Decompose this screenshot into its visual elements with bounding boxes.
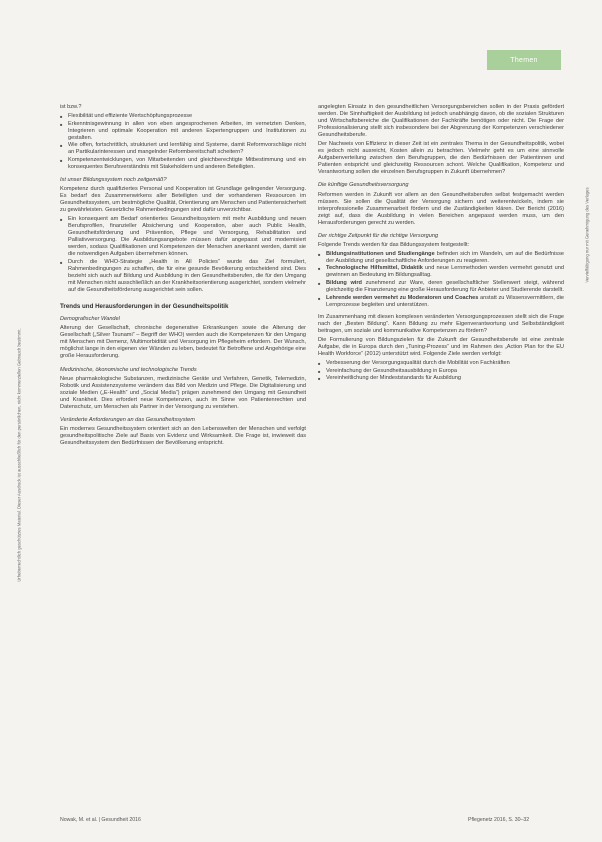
- medical-trends-heading: Medizinische, ökonomische und technologische Trends: [60, 366, 197, 373]
- demography-heading: Demografischer Wandel: [60, 316, 120, 323]
- bullet-item: ■ Ein konsequent am Bedarf orientiertes Gesundheitssystem mit mehr Ausbildung und neuen Berufsprofilen, finanzieller Absicherung und Kooperation, aber auch Public Health, Gesundheitsförderung und Prävention, Pflege und Versorgung, Rehabilitation und Palliativversorgung. Die Ausbildungsangebote müssen dafür angepasst und modernisiert werden, sodass Qualifikationen und Kompetenzen der Menschen anerkannt werden, damit sie die notwendigen Aufgaben übernehmen können.: [60, 216, 306, 258]
- right-paragraph-2: Der Nachweis von Effizienz in dieser Zeit ist ein zentrales Thema in der Gesundheitspolitik, wobei es jedoch nicht ausreicht, Kosten allein zu betrachten. Vielmehr geht es um eine sinnvolle Aufgabenverteilung zwischen den Berufsgruppen, die den Bedürfnissen der Patientinnen und Patienten entspricht und gleichzeitig Ressourcen schont. Welche Qualifikation, Kompetenz und Verantwortung sollen die einzelnen Berufsgruppen in Zukunft übernehmen?: [318, 141, 564, 176]
- bullet-item: ■ Wie offen, fortschrittlich, strukturiert und lernfähig sind Systeme, damit Reformvorschläge nicht an Partikularinteressen und mangelnder Reformbereitschaft scheitern?: [60, 142, 306, 156]
- future-care-paragraph: Reformen werden in Zukunft vor allem an den Gesundheitsberufen selbst festgemacht werden müssen. Sie sollen die Qualität der Versorgung sichern und weiterentwickeln, indem sie interprofessionelle Zusammenarbeit fördern und die Zuständigkeiten klären. Der Bericht (2016) zeigt auf, dass die Ausbildung in vielen Bereichen angepasst werden muss, um den Herausforderungen gerecht zu werden.: [318, 191, 564, 226]
- question-heading: Ist unser Bildungssystem noch zeitgemäß?: [60, 176, 167, 183]
- demography-paragraph: Alterung der Gesellschaft, chronische degenerative Erkrankungen sowie die Alterung der Gesellschaft („Silver Tsunami“ – Begriff der WHO) werden auch die Kompetenzen für den Umgang mit Menschen mit Demenz, Multimorbidität und Versorgung im Pflegeheim erfordern. Der Wunsch, möglichst lange in den eigenen vier Wänden zu leben, bedeutet für Betroffene und Angehörige eine große Herausforderung.: [60, 325, 306, 360]
- question-bullet-list: [60, 216, 306, 294]
- bullet-text: und neue Lernmethoden werden vermehrt genutzt und gewinnen an Bedeutung im Bildungsalltag.: [326, 265, 564, 279]
- section-title: Trends und Herausforderungen in der Gesundheitspolitik: [60, 303, 229, 311]
- intro-line: ist bzw.?: [60, 104, 82, 110]
- bullet-item: ■ Verbesserung der Versorgungsqualität durch die Mobilität von Fachkräften: [318, 360, 564, 367]
- bullet-item: ■ Erkenntnisgewinnung in allen von eben angesprochenen Arbeiten, im vernetzten Denken, Integrieren und optimale Kooperation mit anderen Expertengruppen und Institutionen zu gestalten.: [60, 121, 306, 142]
- future-care-heading: Die künftige Gesundheitsversorgung: [318, 182, 409, 189]
- footer-citation: Nowak, M. et al. | Gesundheit 2016: [60, 817, 141, 823]
- bullet-item: ■ Flexibilität und effiziente Wertschöpfungsprozesse: [60, 113, 306, 120]
- section-tab: Themen: [487, 50, 561, 70]
- left-column: [60, 104, 306, 449]
- right-margin-note: [582, 70, 592, 400]
- bullet-item: [318, 280, 564, 294]
- right-paragraph-3: Im Zusammenhang mit diesen komplexen veränderten Versorgungsprozessen stellt sich die Frage nach der „Besten Bildung“. Kann Bildung zu mehr Eigenverantwortung und Selbstständigkeit beitragen, um soziale und kommunikative Kompetenzen zu fördern?: [318, 313, 564, 334]
- right-time-heading: Der richtige Zeitpunkt für die richtige Versorgung: [318, 232, 439, 239]
- bullet-text: befinden sich im Wandeln, um auf die Bedürfnisse der Ausbildung und gesellschaftliche Anforderungen zu reagieren.: [326, 250, 564, 264]
- bullet-text: anstatt zu Wissensvermittlern, die Lernprozesse begleiten und unterstützen.: [326, 294, 564, 308]
- right-column: [318, 104, 564, 384]
- left-margin-note: [14, 110, 24, 800]
- bullet-lead: Bildung wird: [326, 280, 362, 287]
- goals-bullet-list: [318, 360, 564, 382]
- right-paragraph-4: Die Formulierung von Bildungszielen für die Zukunft der Gesundheitsberufe ist eine zentrale Aufgabe, die in Europa durch den „Tuning-Prozess“ und im Rahmen des „Action Plan for the EU Health Workforce“ (2012) unterstützt wird. Folgende Ziele werden verfolgt:: [318, 336, 564, 357]
- bullet-item: [318, 265, 564, 279]
- bullet-item: ■ Durch die WHO-Strategie „Health in All Policies“ wurde das Ziel formuliert, Rahmenbedingungen zu schaffen, die für eine gesunde Bevölkerung entscheidend sind. Dies bezieht sich auch auf Bildung und Ausbildung in den Gesundheitsberufen, die für den Umgang mit Menschen nicht ausschließlich an der Krankheitsorientierung ausgerichtet, sondern vielmehr auf die Gesundheitsförderung ausgerichtet sein sollen.: [60, 259, 306, 294]
- right-paragraph-1: angelegten Einsatz in den gesundheitlichen Versorgungsbereichen sollen in der Praxis gefördert werden. Die Sinnhaftigkeit der Ausbildung ist jedoch unabhängig davon, ob die sozialen Strukturen und Wirtschaftsbereiche die Qualifikationen der Fachkräfte benötigen oder nicht. Die Frage der Professionalisierung stellt sich insbesondere bei der Abgrenzung der Kompetenzen verschiedener Gesundheitsberufe.: [318, 104, 564, 139]
- medical-trends-paragraph: Neue pharmakologische Substanzen, medizinische Geräte und Verfahren, Genetik, Telemedizin, Robotik und Assistenzsysteme verändern das Bild von Medizin und Pflege. Die Digitalisierung und soziale Medien („E-Health“ und „Social Media“) prägen zunehmend den Umgang mit Gesundheit und Krankheit. Dies erfordert neue Kompetenzen, auch im Sinne von Patientenrechten und Datenschutz, um Menschen als Partner in der Versorgung zu verstehen.: [60, 375, 306, 410]
- question-paragraph: Kompetenz durch qualifiziertes Personal und Kooperation ist Grundlage gelingender Versorgung. Es bedarf des Zusammenwirkens aller Beteiligten und der vorhandenen Ressourcen im Gesundheitssystem, um bestmögliche Qualität, Orientierung am Menschen und Patientensicherheit zu gewährleisten. Gesetzliche Rahmenbedingungen sind dafür unverzichtbar.: [60, 185, 306, 214]
- changed-requirements-heading: Veränderte Anforderungen an das Gesundheitssystem: [60, 416, 195, 423]
- bullet-item: ■ Vereinheitlichung der Mindeststandards für Ausbildung: [318, 375, 564, 382]
- bullet-lead: Bildungsinstitutionen und Studiengänge: [326, 250, 435, 257]
- bullet-lead: Technologische Hilfsmittel, Didaktik: [326, 265, 423, 272]
- bullet-item: [318, 251, 564, 265]
- bullet-text: zunehmend zur Ware, deren gesellschaftlicher Stellenwert steigt, während gleichzeitig die Finanzierung eine große Herausforderung für Anbieter und Studierende darstellt.: [326, 280, 564, 294]
- left-margin-note-text: Urheberrechtlich geschütztes Material. Dieser Ausdruck ist ausschließlich für den persönlichen, nicht kommerziellen Gebrauch bestimmt.: [16, 328, 22, 582]
- trends-bullet-list: [318, 251, 564, 309]
- right-margin-note-text: Vervielfältigung nur mit Genehmigung des Verlages: [584, 187, 590, 283]
- bullet-item: ■ Kompetenzentwicklungen, von Mitarbeitenden und gleichberechtigte Mitbestimmung und ein konsequentes Berufsverständnis mit Stakeholdern und anderen Beteiligten.: [60, 157, 306, 171]
- bullet-lead: Lehrende werden vermehrt zu Moderatoren und Coaches: [326, 294, 479, 301]
- bullet-item: ■ Vereinfachung der Gesundheitsausbildung in Europa: [318, 368, 564, 375]
- changed-requirements-paragraph: Ein modernes Gesundheitssystem orientiert sich an den Lebenswelten der Menschen und verfolgt gesundheitspolitische Ziele auf Basis von Evidenz und Wirksamkeit. Die Frage ist, inwieweit das Gesundheitssystem den Bedürfnissen der Bevölkerung entspricht.: [60, 425, 306, 446]
- trends-intro: Folgende Trends werden für das Bildungssystem festgestellt:: [318, 241, 470, 248]
- intro-bullet-list: [60, 113, 306, 171]
- footer-page-info: Pflegenetz 2016, S. 30–32: [468, 817, 530, 823]
- bullet-item: [318, 295, 564, 309]
